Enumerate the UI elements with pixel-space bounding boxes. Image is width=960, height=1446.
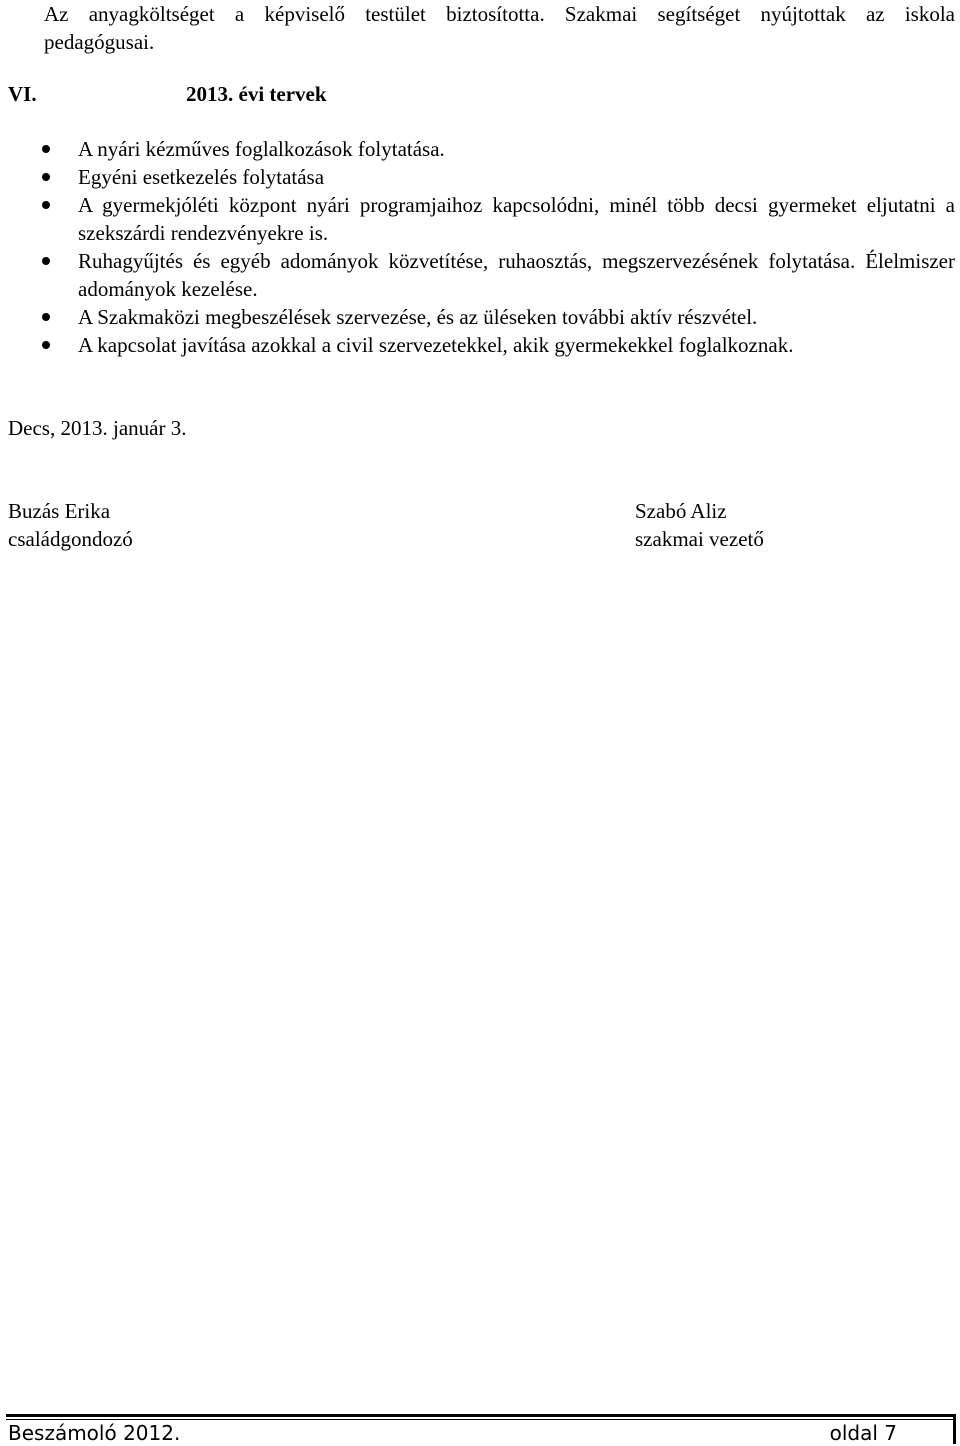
plans-list xyxy=(36,135,955,359)
list-item xyxy=(36,247,955,303)
bullet-icon xyxy=(42,313,50,321)
bullet-icon xyxy=(42,173,50,181)
footer-document-title: Beszámoló 2012. xyxy=(8,1421,181,1445)
list-item xyxy=(36,135,955,163)
signature-right xyxy=(635,497,764,553)
page-footer xyxy=(6,1414,956,1444)
intro-line-2: pedagógusai. xyxy=(44,30,155,54)
bullet-icon xyxy=(42,145,50,153)
list-item xyxy=(36,303,955,331)
list-item-text: A gyermekjóléti központ nyári programjaihoz kapcsolódni, minél több decsi gyermeket eljutatni a szekszárdi rendezvényekre is. xyxy=(78,193,955,245)
section-number: VI. xyxy=(8,82,37,106)
list-item-text: A Szakmaközi megbeszélések szervezése, és az üléseken további aktív részvétel. xyxy=(78,305,758,329)
list-item xyxy=(36,163,955,191)
list-item-text: A kapcsolat javítása azokkal a civil szervezetekkel, akik gyermekekkel foglalkoznak. xyxy=(78,333,794,357)
section-heading xyxy=(8,80,608,108)
intro-line-1: Az anyagköltséget a képviselő testület biztosította. Szakmai segítséget nyújtottak az iskola xyxy=(44,2,955,26)
list-item-text: A nyári kézműves foglalkozások folytatása. xyxy=(78,137,445,161)
bullet-icon xyxy=(42,257,50,265)
intro-paragraph xyxy=(44,0,955,56)
dateline: Decs, 2013. január 3. xyxy=(8,416,187,440)
list-item xyxy=(36,191,955,247)
list-item xyxy=(36,331,955,359)
list-item-text: Ruhagyűjtés és egyéb adományok közvetítése, ruhaosztás, megszervezésének folytatása. Élelmiszer adományok kezelése. xyxy=(78,249,955,301)
bullet-icon xyxy=(42,201,50,209)
signatory-role: szakmai vezető xyxy=(635,527,764,551)
bullet-icon xyxy=(42,341,50,349)
section-title: 2013. évi tervek xyxy=(186,82,327,106)
signatory-role: családgondozó xyxy=(8,527,133,551)
footer-page-number: oldal 7 xyxy=(829,1421,897,1445)
signatory-name: Buzás Erika xyxy=(8,499,111,523)
signatory-name: Szabó Aliz xyxy=(635,499,727,523)
list-item-text: Egyéni esetkezelés folytatása xyxy=(78,165,325,189)
signature-left xyxy=(8,497,133,553)
